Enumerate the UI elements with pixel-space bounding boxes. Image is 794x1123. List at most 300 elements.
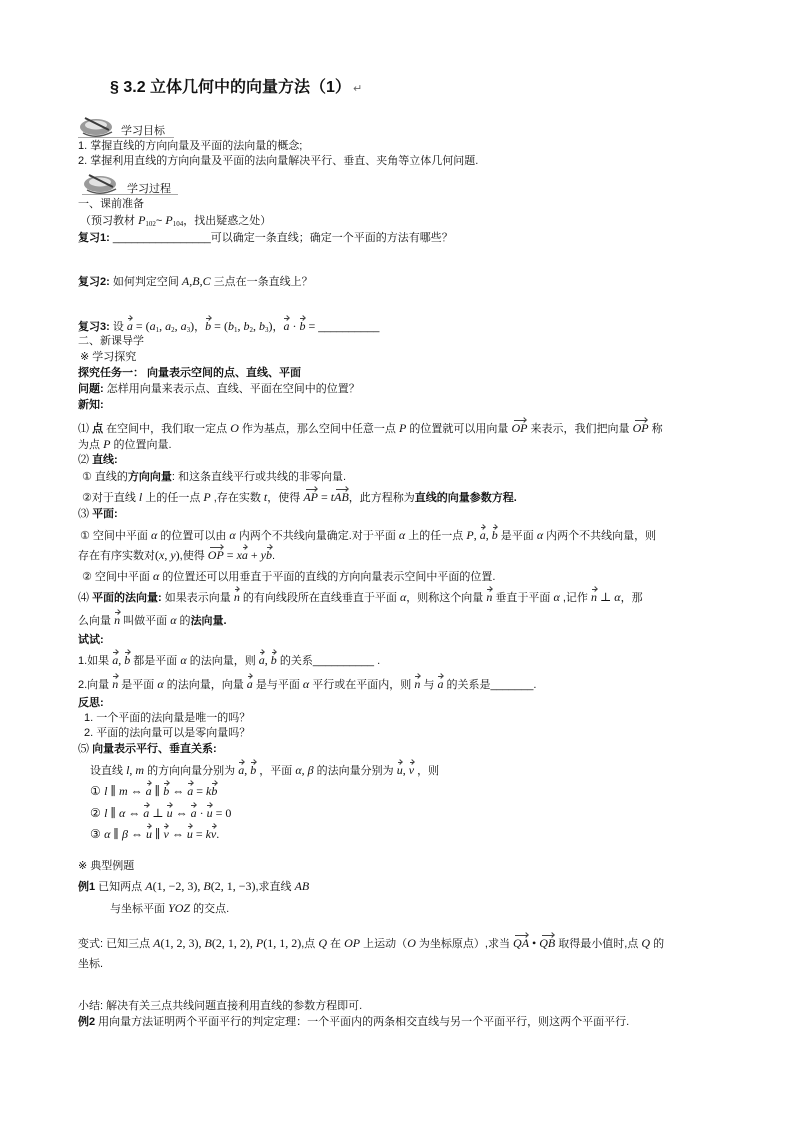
try-item-2-text-8: 平行或在平面内，则 xyxy=(309,679,415,691)
plane-position-1-vector-9: a xyxy=(479,528,486,542)
relations-setup-vector-13: u xyxy=(396,763,403,777)
relation-1-math-symbol-8: ⇔ xyxy=(169,784,188,798)
try-item-2 xyxy=(78,677,536,693)
relation-3-math-symbol-2: ∥ xyxy=(110,827,122,841)
plane-position-2-text-0: ② 空间中平面 xyxy=(82,571,153,583)
relation-3-math-1: α xyxy=(104,827,111,841)
relation-2-math-symbol-6: ⊥ xyxy=(149,806,167,820)
try-item-1-vector-1: a xyxy=(112,653,119,667)
preview-note-text-6: ，找出疑惑之处） xyxy=(183,215,272,227)
line-parametric-equation-text-2: 上的任一点 xyxy=(142,492,204,504)
example-1-cont-math-1: YOZ xyxy=(168,901,191,915)
heading-learning-process: 学习过程 xyxy=(127,183,171,195)
example-2-bold-text-0: 例2 xyxy=(78,1016,96,1028)
try-item-1-vector-9: b xyxy=(270,653,277,667)
plane-position-2-math-1: α xyxy=(152,569,160,583)
try-item-2-text-2: 是平面 xyxy=(118,679,158,691)
line-parametric-equation-math-1: l xyxy=(138,490,143,504)
variant-problem-text-0: 变式: 已知三点 xyxy=(78,938,154,950)
plane-position-1-cont-math-symbol-1: ( xyxy=(155,548,159,562)
relation-2-math-symbol-10: · xyxy=(196,806,207,820)
goal-item-2-text-0: 2. 掌握利用直线的方向向量及平面的法向量解决平行、垂直、夹角等立体几何问题. xyxy=(78,155,479,167)
review-2-text-3: 三点在一条直线上？ xyxy=(210,276,313,288)
try-item-1-text-4: 都是平面 xyxy=(130,655,181,667)
example-1-math-8: AB xyxy=(294,879,310,893)
point-definition xyxy=(78,421,663,437)
plane-position-1-cont-math-symbol-5: ) xyxy=(175,548,180,562)
line-parametric-equation-text-4: ,存在实数 xyxy=(210,492,264,504)
try-item-1-vector-3: b xyxy=(124,653,131,667)
relation-3-math-3: β xyxy=(121,827,128,841)
relations-setup-vector-7: b xyxy=(250,763,257,777)
section-newlesson-heading-text-0: 二、新课导学 xyxy=(78,335,144,347)
plane-position-1-math-3: α xyxy=(229,528,236,542)
try-item-2-math-7: α xyxy=(302,677,310,691)
review-2-text-1: 如何判定空间 xyxy=(109,276,182,288)
line-direction-vector-text-2: : 和这条直线平行或共线的非零向量. xyxy=(171,471,347,483)
point-definition-text-6: 的位置就可以用向量 xyxy=(406,423,512,435)
review-3-math-symbol-15: = ( xyxy=(211,319,228,333)
try-item-1-math-symbol-2: , xyxy=(118,653,125,667)
plane-normal-definition-text-10: ,记作 xyxy=(559,592,591,604)
relation-3-math-symbol-13: . xyxy=(216,827,220,841)
goal-item-2 xyxy=(78,154,478,169)
try-item-2-text-6: 是与平面 xyxy=(252,679,303,691)
plane-normal-definition-math-13: α xyxy=(614,590,621,604)
relation-2-vector-7: u xyxy=(166,806,173,820)
relation-1-math-symbol-6: ∥ xyxy=(151,784,164,798)
plane-normal-definition-cont xyxy=(78,613,227,629)
example-1-math-symbol-3: (1, −2, 3) xyxy=(152,879,198,893)
line-direction-vector-bold-text-1: 方向向量 xyxy=(127,471,172,483)
plane-position-1-cont xyxy=(78,548,275,564)
summary-line xyxy=(78,999,362,1014)
plane-position-1-math-symbol-8: , xyxy=(473,528,480,542)
plane-position-1-cont-text-0: 存在有序实数对 xyxy=(78,550,155,562)
try-item-1-text-10: 的关系__________ . xyxy=(276,655,381,667)
try-item-2-text-10: 与 xyxy=(420,679,438,691)
variant-problem-text-9: ,点 xyxy=(301,938,319,950)
plane-normal-definition-text-8: 垂直于平面 xyxy=(492,592,554,604)
line-parametric-equation-math-symbol-8: = xyxy=(317,490,331,504)
plane-position-1-cont-vector-13: b xyxy=(266,548,272,562)
relations-setup xyxy=(90,763,439,779)
line-parametric-equation-text-11: ，此方程称为 xyxy=(348,492,415,504)
review-3-math-16: b xyxy=(227,319,234,333)
relation-3-math-11: k xyxy=(205,827,211,841)
review-3-math-symbol-3: = ( xyxy=(132,319,150,333)
relations-setup-math-symbol-14: , xyxy=(402,763,409,777)
relations-setup-math-symbol-6: , xyxy=(244,763,251,777)
review-3-bold-text-0: 复习3: xyxy=(78,321,110,333)
try-item-1-vector-7: a xyxy=(258,653,265,667)
plane-normal-definition-math-symbol-12: ⊥ xyxy=(596,590,615,604)
relations-setup-math-9: α xyxy=(295,763,302,777)
relations-setup-math-3: m xyxy=(135,763,145,777)
relation-1-math-11: k xyxy=(205,784,212,798)
line-parametric-equation xyxy=(82,490,517,506)
goal-item-1-text-0: 1. 掌握直线的方向向量及平面的法向量的概念; xyxy=(78,140,303,152)
plane-position-1-text-2: 的位置可以由 xyxy=(157,530,230,542)
try-item-2-text-12: 的关系是_______. xyxy=(443,679,537,691)
review-2-math-2: A,B,C xyxy=(181,274,211,288)
relation-2-vector-9: a xyxy=(190,806,197,820)
variant-problem-math-symbol-17: • xyxy=(529,936,540,950)
question-line xyxy=(78,382,360,397)
try-item-1-math-symbol-8: , xyxy=(264,653,271,667)
plane-position-1-text-6: 上的任一点 xyxy=(405,530,467,542)
review-3-subscript-20: 2 xyxy=(249,326,253,334)
variant-problem-math-symbol-5: (2, 1, 2) xyxy=(211,936,250,950)
variant-problem-text-11: 在 xyxy=(327,938,345,950)
review-3-math-symbol-29: = xyxy=(305,319,319,333)
try-item-2-vector-5: a xyxy=(246,677,253,691)
relation-2-math-symbol-2: ∥ xyxy=(107,806,119,820)
example-1-cont-text-0: 与坐标平面 xyxy=(110,903,169,915)
example-1-text-1: 已知两点 xyxy=(95,881,146,893)
review-3-math-7: a xyxy=(165,319,172,333)
reflect-label-bold-text-0: 反思: xyxy=(78,697,104,709)
relation-2-math-3: α xyxy=(118,806,126,820)
plane-normal-definition-vector-7: n xyxy=(486,590,493,604)
example-1 xyxy=(78,879,309,895)
plane-normal-definition-vector-3: n xyxy=(233,590,240,604)
relation-1-vector-5: a xyxy=(145,784,152,798)
page-title xyxy=(110,78,362,99)
plane-position-1-cont-vector-7: OP xyxy=(207,548,224,562)
relation-1-math-1: l xyxy=(104,784,108,798)
preview-note-text-3: ~ xyxy=(155,215,166,227)
relations-setup-math-1: l xyxy=(126,763,130,777)
try-item-1-text-6: 的法向量，则 xyxy=(186,655,259,667)
relations-subheading xyxy=(78,742,217,757)
relation-2-math-symbol-4: ⇔ xyxy=(125,806,144,820)
relation-1-math-symbol-2: ∥ xyxy=(107,784,119,798)
reflect-item-1 xyxy=(84,711,250,726)
line-direction-vector xyxy=(82,470,346,485)
plane-position-1-math-5: α xyxy=(398,528,406,542)
review-3-vector-2: a xyxy=(126,319,133,333)
review-3-subscript-5: 1 xyxy=(155,326,160,334)
reflect-item-1-text-0: 1. 一个平面的法向量是唯一的吗？ xyxy=(84,712,251,724)
plane-position-1-cont-math-symbol-3: , xyxy=(164,548,171,562)
try-item-1 xyxy=(78,653,380,669)
variant-problem-cont-text-0: 坐标. xyxy=(78,958,104,970)
line-parametric-equation-text-6: ，使得 xyxy=(267,492,304,504)
relation-2 xyxy=(90,806,231,821)
relations-setup-math-symbol-10: , xyxy=(301,763,308,777)
plane-position-2 xyxy=(82,569,495,585)
plane-subheading-bold-text-1: 平面: xyxy=(92,508,118,520)
relation-3-vector-7: v xyxy=(163,827,169,841)
example-1-math-symbol-6: (2, 1, −3) xyxy=(210,879,256,893)
question-line-text-1: 怎样用向量来表示点、直线、平面在空间中的位置？ xyxy=(103,383,360,395)
variant-problem-math-symbol-8: (1, 1, 2) xyxy=(263,936,302,950)
variant-problem-vector-18: QB xyxy=(539,936,556,950)
relations-setup-text-12: 的法向量分别为 xyxy=(313,765,397,777)
page-title-text: § 3.2 立体几何中的向量方法（1） xyxy=(110,79,351,96)
review-1-text-1: ________________可以确定一条直线；确定一个平面的方法有哪些？ xyxy=(109,232,453,244)
point-definition-math-5: P xyxy=(398,421,407,435)
line-direction-vector-text-0: ① 直线的 xyxy=(82,471,128,483)
try-item-1-math-5: α xyxy=(180,653,187,667)
plane-position-1-cont-math-4: y xyxy=(170,548,176,562)
plane-normal-definition-text-0: ⑷ xyxy=(78,592,93,604)
relation-3-vector-9: u xyxy=(186,827,193,841)
plane-position-1-cont-text-6: ,使得 xyxy=(179,550,208,562)
plane-position-1-math-symbol-10: , xyxy=(485,528,492,542)
review-2 xyxy=(78,274,313,290)
plane-position-1-cont-vector-10: a xyxy=(241,548,248,562)
section-prep-heading-text-0: 一、课前准备 xyxy=(78,198,144,210)
plane-position-1-cont-math-9: x xyxy=(236,548,242,562)
try-item-2-vector-11: a xyxy=(437,677,444,691)
plane-position-1-cont-text-14: . xyxy=(272,550,276,562)
relation-1-math-3: m xyxy=(118,784,128,798)
preview-note-math-1: P xyxy=(138,213,146,227)
point-definition-text-8: 来表示，我们把向量 xyxy=(527,423,633,435)
variant-problem-math-1: A xyxy=(153,936,161,950)
plane-position-1-math-7: P xyxy=(466,528,474,542)
example-2 xyxy=(78,1015,629,1030)
variant-problem-math-7: P xyxy=(255,936,264,950)
review-3-text-30: __________ xyxy=(318,321,380,333)
plane-position-1-cont-math-12: y xyxy=(260,548,266,562)
preview-note-text-0: （预习教材 xyxy=(80,215,139,227)
line-parametric-equation-math-3: P xyxy=(203,490,211,504)
line-subheading-bold-text-1: 直线: xyxy=(92,454,118,466)
review-3-math-symbol-6: , xyxy=(159,319,166,333)
variant-problem-math-symbol-6: , xyxy=(249,936,256,950)
preview-note-math-4: P xyxy=(165,213,173,227)
reflect-item-2 xyxy=(84,726,250,741)
relation-3 xyxy=(90,827,219,842)
review-3-subscript-11: 3 xyxy=(186,326,191,334)
relation-3-vector-12: v xyxy=(210,827,217,841)
review-3-subscript-8: 2 xyxy=(171,326,175,334)
try-item-1-text-0: 1.如果 xyxy=(78,655,113,667)
plane-position-1-text-14: 内两个不共线向量，则 xyxy=(543,530,657,542)
task-1-title-bold-text-0: 探究任务一： 向量表示空间的点、直线、平面 xyxy=(78,367,302,379)
line-subheading-text-0: ⑵ xyxy=(78,454,93,466)
line-parametric-equation-math-9: t xyxy=(330,490,335,504)
plane-position-1-math-13: α xyxy=(536,528,544,542)
line-parametric-equation-vector-10: AB xyxy=(334,490,349,504)
point-definition-vector-7: OP xyxy=(511,421,528,435)
plane-position-2-text-2: 的位置还可以用垂直于平面的直线的方向向量表示空间中平面的位置. xyxy=(159,571,496,583)
variant-problem-math-14: O xyxy=(407,936,416,950)
relations-setup-math-symbol-2: , xyxy=(129,763,136,777)
review-2-bold-text-0: 复习2: xyxy=(78,276,110,288)
review-3-math-symbol-18: , xyxy=(237,319,244,333)
reflect-item-2-text-0: 2. 平面的法向量可以是零向量吗？ xyxy=(84,727,251,739)
line-parametric-equation-math-5: t xyxy=(263,490,268,504)
reflect-label xyxy=(78,696,104,711)
relations-setup-text-8: ，平面 xyxy=(256,765,296,777)
plane-normal-definition-cont-text-4: 的 xyxy=(176,615,191,627)
review-3-math-4: a xyxy=(149,319,156,333)
review-3-math-symbol-24: ) xyxy=(268,319,273,333)
line-parametric-equation-text-0: ②对于直线 xyxy=(82,492,139,504)
point-definition-text-0: ⑴ xyxy=(78,423,93,435)
line-subheading xyxy=(78,453,118,468)
plane-subheading xyxy=(78,507,118,522)
variant-problem-math-symbol-3: , xyxy=(198,936,205,950)
line-parametric-equation-bold-text-12: 直线的向量参数方程. xyxy=(414,492,517,504)
relation-1 xyxy=(90,784,217,799)
variant-problem-math-4: B xyxy=(204,936,212,950)
relation-1-vector-9: a xyxy=(187,784,194,798)
plane-position-1-text-12: 是平面 xyxy=(497,530,537,542)
variant-problem-cont xyxy=(78,957,103,972)
plane-position-1-text-0: ① 空间中平面 xyxy=(80,530,151,542)
review-3-vector-14: b xyxy=(205,319,212,333)
review-3-math-symbol-12: ) xyxy=(190,319,195,333)
relation-3-math-symbol-10: = xyxy=(192,827,206,841)
relation-1-vector-7: b xyxy=(163,784,170,798)
summary-line-text-0: 小结: 解决有关三点共线问题直接利用直线的参数方程即可. xyxy=(78,1000,363,1012)
plane-position-1-vector-11: b xyxy=(491,528,498,542)
plane-position-1 xyxy=(80,528,656,544)
plane-normal-definition-text-2: 如果表示向量 xyxy=(161,592,234,604)
relation-2-math-symbol-8: ⇔ xyxy=(172,806,191,820)
plane-normal-definition-cont-vector-1: n xyxy=(114,613,121,627)
variant-problem-vector-16: QA xyxy=(513,936,530,950)
point-definition-text-4: 作为基点，那么空间中任意一点 xyxy=(238,423,399,435)
examples-heading-text-0: ※ 典型例题 xyxy=(78,860,135,872)
heading-learning-goals: 学习目标 xyxy=(121,125,165,137)
goal-item-1 xyxy=(78,139,302,154)
example-1-math-2: A xyxy=(145,879,153,893)
plane-normal-definition-cont-text-2: 叫做平面 xyxy=(120,615,171,627)
relations-setup-text-0: 设直线 xyxy=(90,765,127,777)
variant-problem-math-12: OP xyxy=(344,936,361,950)
point-definition-bold-text-1: 点 xyxy=(92,423,104,435)
review-3-math-10: a xyxy=(180,319,187,333)
review-3-text-13: ， xyxy=(194,321,206,333)
review-3-subscript-17: 1 xyxy=(233,326,238,334)
relation-3-text-0: ③ xyxy=(90,827,105,841)
try-label-bold-text-0: 试试: xyxy=(78,634,104,646)
review-3-math-symbol-27: · xyxy=(289,319,300,333)
point-definition-text-2: 在空间中，我们取一定点 xyxy=(103,423,231,435)
relations-setup-vector-15: v xyxy=(408,763,415,777)
section-newlesson-heading xyxy=(78,334,144,349)
paragraph-mark: ↵ xyxy=(352,83,363,95)
relation-1-math-symbol-4: ⇔ xyxy=(127,784,146,798)
plane-position-1-cont-math-symbol-11: + xyxy=(247,548,261,562)
relation-3-math-symbol-4: ⇔ xyxy=(127,827,146,841)
new-knowledge-label-bold-text-0: 新知: xyxy=(78,399,104,411)
relations-setup-text-16: ，则 xyxy=(414,765,440,777)
plane-position-1-math-1: α xyxy=(150,528,158,542)
relation-1-text-0: ① xyxy=(90,784,105,798)
relation-2-math-1: l xyxy=(104,806,108,820)
try-item-2-text-0: 2.向量 xyxy=(78,679,113,691)
example-1-cont xyxy=(110,901,229,917)
point-definition-cont-text-0: 为点 xyxy=(78,439,104,451)
plane-normal-definition-cont-math-3: α xyxy=(170,613,177,627)
try-label xyxy=(78,633,104,648)
point-definition-math-3: O xyxy=(230,421,239,435)
relation-2-math-symbol-12: = 0 xyxy=(212,806,232,820)
review-3-text-1: 设 xyxy=(109,321,127,333)
plane-position-1-cont-math-2: x xyxy=(159,548,165,562)
section-prep-heading xyxy=(78,197,144,212)
preview-note-subscript-5: 104 xyxy=(172,220,184,228)
variant-problem-text-19: 取得最小值时,点 xyxy=(555,938,642,950)
line-parametric-equation-vector-7: AP xyxy=(303,490,318,504)
example-2-text-1: 用向量方法证明两个平面平行的判定定理：一个平面内的两条相交直线与另一个平面平行，则这两个平面平行. xyxy=(95,1016,630,1028)
relation-3-math-symbol-8: ⇔ xyxy=(168,827,187,841)
relation-3-vector-5: u xyxy=(145,827,152,841)
plane-position-1-cont-math-symbol-8: = xyxy=(223,548,237,562)
new-knowledge-label xyxy=(78,398,104,413)
relation-2-text-0: ② xyxy=(90,806,105,820)
explore-heading-text-0: ※ 学习探究 xyxy=(80,351,137,363)
plane-normal-definition-cont-text-0: 么向量 xyxy=(78,615,115,627)
variant-problem xyxy=(78,936,664,952)
plane-normal-definition-text-14: ，那 xyxy=(620,592,643,604)
point-definition-cont-text-2: 的位置向量. xyxy=(110,439,172,451)
review-3-math-19: b xyxy=(243,319,250,333)
relations-subheading-bold-text-1: 向量表示平行、垂直关系: xyxy=(92,743,217,755)
variant-problem-math-10: Q xyxy=(318,936,327,950)
relations-subheading-text-0: ⑸ xyxy=(78,743,93,755)
plane-normal-definition-text-4: 的有向线段所在直线垂直于平面 xyxy=(239,592,400,604)
point-definition-cont xyxy=(78,437,172,453)
task-1-title xyxy=(78,366,301,381)
plane-normal-definition xyxy=(78,590,643,606)
example-1-cont-text-2: 的交点. xyxy=(190,903,230,915)
plane-normal-definition-vector-11: n xyxy=(590,590,597,604)
relations-setup-vector-5: a xyxy=(238,763,245,777)
review-3-math-22: b xyxy=(258,319,265,333)
try-item-2-vector-9: n xyxy=(414,677,421,691)
plane-subheading-text-0: ⑶ xyxy=(78,508,93,520)
variant-problem-text-15: 为坐标原点）,求当 xyxy=(415,938,514,950)
review-3-vector-26: a xyxy=(283,319,290,333)
examples-heading xyxy=(78,859,134,874)
explore-heading xyxy=(80,350,136,365)
example-1-bold-text-0: 例1 xyxy=(78,881,96,893)
plane-normal-definition-text-6: ，则称这个向量 xyxy=(406,592,487,604)
plane-position-1-text-4: 内两个不共线向量确定.对于平面 xyxy=(235,530,399,542)
variant-problem-math-symbol-2: (1, 2, 3) xyxy=(160,936,199,950)
relation-2-vector-11: u xyxy=(206,806,213,820)
review-3-vector-28: b xyxy=(299,319,306,333)
relations-setup-text-4: 的方向向量分别为 xyxy=(144,765,239,777)
preview-note-subscript-2: 102 xyxy=(145,220,156,228)
variant-problem-math-20: Q xyxy=(641,936,651,950)
review-3-subscript-23: 3 xyxy=(264,326,269,334)
relation-2-vector-5: a xyxy=(143,806,150,820)
relation-1-math-symbol-10: = xyxy=(193,784,206,798)
review-3-math-symbol-21: , xyxy=(252,319,259,333)
relation-3-math-symbol-6: ∥ xyxy=(151,827,164,841)
variant-problem-text-13: 上运动（ xyxy=(360,938,408,950)
preview-note xyxy=(80,213,271,232)
try-item-2-math-3: α xyxy=(157,677,164,691)
variant-problem-text-21: 的 xyxy=(650,938,665,950)
example-1-math-symbol-4: , xyxy=(197,879,204,893)
point-definition-cont-math-1: P xyxy=(103,437,111,451)
question-line-bold-text-0: 问题: xyxy=(78,383,104,395)
review-1 xyxy=(78,231,453,246)
example-1-text-7: ,求直线 xyxy=(255,881,295,893)
review-3-text-25: ， xyxy=(272,321,284,333)
point-definition-text-10: 称 xyxy=(648,423,663,435)
